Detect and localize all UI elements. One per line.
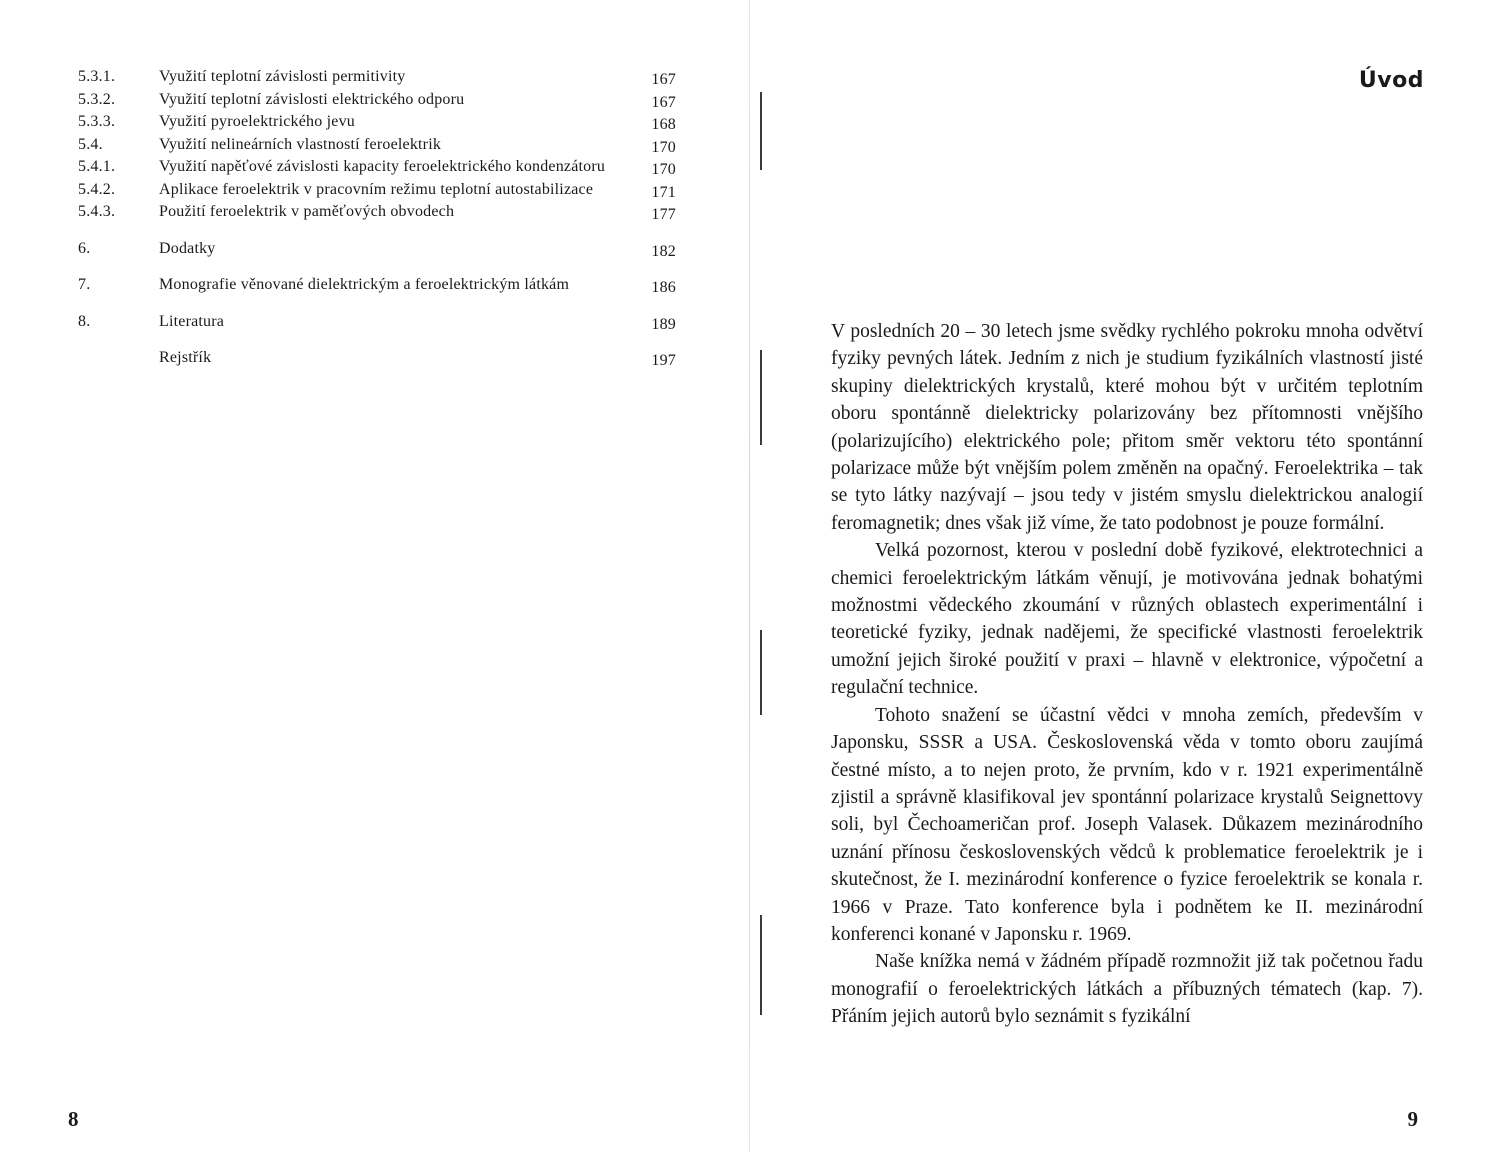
toc-entry-title: Využití nelineárních vlastností feroelektrik (159, 135, 442, 153)
toc-entry-title: Využití teplotní závislosti permitivity (159, 68, 406, 85)
toc-entry (78, 347, 678, 370)
page-number-left: 8 (68, 1107, 79, 1131)
toc-entry (78, 179, 678, 202)
paragraph: Tohoto snažení se účastní vědci v mnoha zemích, především v Japonsku, SSSR a USA. Československá věda v tomto oboru zaujímá čestné místo, a to nejen proto, že prvním, kdo v r. 1921 experimentálně zjistil a správně klasifikoval jev spontánní polarizace krystalů Seignettovy soli, byl Čechoameričan prof. Joseph Valasek. Důkazem mezinárodního uznání přínosu československých vědců k problematice feroelektrik je i skutečnost, že I. mezinárodní konference o fyzice feroelektrik se konala r. 1966 v Praze. Tato konference byla i podnětem ke II. mezinárodní konferenci konané v Japonsku r. 1969. (831, 704, 1423, 945)
toc-entry-number: 5.4.3. (78, 203, 116, 220)
toc-entry-number: 7. (78, 276, 91, 293)
toc-entry (78, 134, 678, 157)
toc-entry-number: 5.3.1. (78, 68, 116, 85)
book-gutter (749, 0, 750, 1152)
toc-entry (78, 201, 678, 224)
toc-entry (78, 66, 678, 89)
toc-entry (78, 111, 678, 134)
toc-entry-title: Použití feroelektrik v paměťových obvodech (159, 203, 455, 220)
toc-entry-number: 6. (78, 239, 91, 257)
toc-entry-page: 197 (651, 352, 676, 369)
left-page (0, 0, 752, 1152)
body-text (831, 318, 1423, 1031)
toc-entry-title: Využití napěťové závislosti kapacity feroelektrického kondenzátoru (159, 158, 606, 175)
toc-entry-number: 8. (78, 312, 91, 330)
toc-entry-title: Monografie věnované dielektrickým a feroelektrickým látkám (159, 276, 570, 293)
paragraph: Naše knížka nemá v žádném případě rozmnožit již tak početnou řadu monografií o feroelektrických látkách a příbuzných tématech (kap. 7). Přáním jejich autorů bylo seznámit s fyzikální (831, 951, 1423, 1028)
toc-entry-page: 168 (651, 116, 676, 133)
toc-entry-title: Literatura (159, 312, 225, 330)
toc-entry-title: Využití teplotní závislosti elektrického odporu (159, 90, 465, 108)
toc-entry (78, 156, 678, 179)
toc-entry (78, 274, 678, 297)
toc-entry-number: 5.4. (78, 135, 103, 153)
toc-entry-title: Využití pyroelektrického jevu (159, 113, 355, 130)
toc-entry-page: 186 (651, 279, 676, 296)
toc-entry-number: 5.4.1. (78, 158, 116, 175)
chapter-heading: Úvod (1358, 68, 1424, 93)
table-of-contents (78, 66, 678, 370)
toc-entry-page: 170 (651, 161, 676, 178)
toc-entry-number: 5.3.2. (78, 90, 116, 108)
toc-entry-title: Dodatky (159, 239, 216, 257)
toc-entry-title: Aplikace feroelektrik v pracovním režimu teplotní autostabilizace (159, 180, 594, 198)
toc-entry (78, 311, 678, 334)
toc-entry-page: 189 (651, 315, 676, 333)
toc-entry-number: 5.4.2. (78, 180, 116, 198)
toc-entry-page: 182 (651, 242, 676, 260)
toc-entry-title: Rejstřík (159, 349, 212, 366)
toc-entry-page: 167 (651, 71, 676, 88)
page-number-right: 9 (1407, 1107, 1418, 1131)
right-page (752, 0, 1506, 1152)
toc-entry-number: 5.3.3. (78, 113, 116, 130)
toc-entry-page: 167 (651, 93, 676, 111)
toc-entry (78, 238, 678, 261)
paragraph: Velká pozornost, kterou v poslední době fyzikové, elektrotechnici a chemici feroelektrickým látkám věnují, je motivována jednak bohatými možnostmi vědeckého zkoumání v různých oblastech experimentální i teoretické fyziky, jednak nadějemi, že specifické vlastnosti feroelektrik umožní jejich široké použití v praxi – hlavně v elektronice, výpočetní a regulační technice. (831, 540, 1423, 699)
paragraph: V posledních 20 – 30 letech jsme svědky rychlého pokroku mnoha odvětví fyziky pevných látek. Jedním z nich je studium fyzikálních vlastností jisté skupiny dielektrických krystalů, které mohou být v určitém teplotním oboru spontánně dielektricky polarizovány bez přítomnosti vnějšího (polarizujícího) elektrického pole; přitom směr vektoru této spontánní polarizace může být vnějším polem změněn na opačný. Feroelektrika – tak se tyto látky nazývají – jsou tedy v jistém smyslu dielektrickou analogií feromagnetik; dnes však již víme, že tato podobnost je pouze formální. (831, 321, 1423, 534)
toc-entry-page: 170 (651, 138, 676, 156)
toc-entry-page: 171 (651, 183, 676, 201)
toc-entry-page: 177 (651, 206, 676, 223)
toc-entry (78, 89, 678, 112)
